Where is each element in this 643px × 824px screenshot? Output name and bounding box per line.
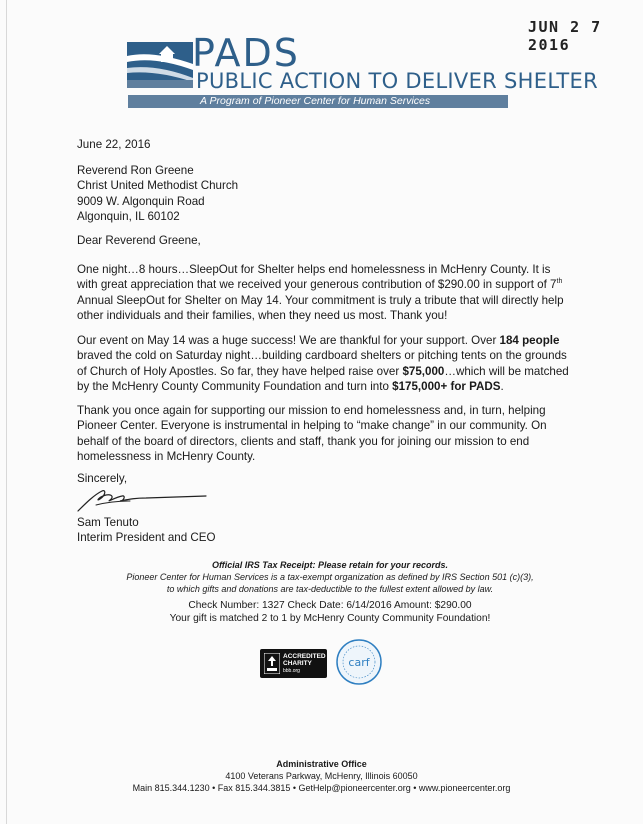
- signer-title: Interim President and CEO: [77, 531, 216, 545]
- signer-name: Sam Tenuto: [77, 516, 139, 529]
- received-date-stamp: JUN 2 7 2016: [528, 18, 602, 54]
- paragraph-2-text-b: braved the cold on Saturday night…building cardboard shelters or pitching tents on the grounds of Church of Holy Apostles. So far, they have helped raise over: [77, 349, 567, 378]
- recipient-name: Reverend Ron Greene: [77, 164, 194, 177]
- signer-block: [77, 515, 216, 546]
- program-banner: [128, 95, 508, 108]
- logo-wordmark: PADS: [192, 31, 300, 75]
- closing: Sincerely,: [77, 472, 128, 485]
- recipient-city: Algonquin, IL 60102: [77, 210, 180, 224]
- ordinal-suffix: th: [556, 278, 563, 286]
- recipient-organization: Christ United Methodist Church: [77, 179, 239, 193]
- receipt-title: Official IRS Tax Receipt: Please retain for your records.: [211, 560, 449, 570]
- receipt-deductible-note: to which gifts and donations are tax-deductible to the fullest extent allowed by law.: [166, 584, 494, 594]
- page-edge: [6, 0, 7, 824]
- org-name: PUBLIC ACTION TO DELIVER SHELTER: [196, 69, 599, 93]
- recipient-address: [77, 163, 238, 225]
- receipt-check-details: Check Number: 1327 Check Date: 6/14/2016 Amount: $290.00: [188, 600, 472, 611]
- recipient-street: 9009 W. Algonquin Road: [77, 194, 205, 208]
- paragraph-1-text-a: One night…8 hours…SleepOut for Shelter helps end homelessness in McHenry County. It is with great appreciation that we received your generous contribution of $290.00 in support of 7: [77, 263, 557, 292]
- bbb-line-1: ACCREDITED: [283, 653, 326, 660]
- paragraph-2-text-c: …which will be matched by the McHenry County Community Foundation and turn into: [77, 364, 569, 394]
- paragraph-3: Thank you once again for supporting our mission to end homelessness and, in turn, helping Pioneer Center. Everyone is instrumental in helping to “make change” in our community. On behalf of the board of directors, clients and staff, thank you for joining our mission to end homelessness in McHenry County.: [77, 404, 547, 464]
- paragraph-1-text-b: Annual SleepOut for Shelter on May 14. Your commitment is truly a tribute that will directly help other individuals and their families, when they need us most. Thank you!: [77, 293, 564, 323]
- footer-contact: Main 815.344.1230 • Fax 815.344.3815 • GetHelp@pioneercenter.org • www.pioneercenter.org: [132, 783, 511, 793]
- attendance-count: 184 people: [499, 334, 560, 347]
- bbb-torch-icon: [264, 653, 280, 674]
- amount-raised: $75,000: [402, 364, 445, 378]
- footer-address: 4100 Veterans Parkway, McHenry, Illinois 60050: [225, 771, 418, 781]
- salutation: Dear Reverend Greene,: [77, 234, 201, 247]
- handwritten-signature: [76, 485, 208, 515]
- program-line: A Program of Pioneer Center for Human Services: [200, 95, 431, 107]
- receipt-match-note: Your gift is matched 2 to 1 by McHenry County Community Foundation!: [169, 613, 491, 624]
- letter-date: June 22, 2016: [77, 138, 151, 151]
- paragraph-2-text-d: .: [500, 380, 504, 394]
- matched-total: $175,000+ for PADS: [392, 380, 501, 394]
- paragraph-2-text-a: Our event on May 14 was a huge success! We are thankful for your support. Over: [77, 334, 500, 347]
- carf-seal-text: carf: [348, 656, 370, 669]
- bbb-line-3: bbb.org: [283, 668, 300, 674]
- carf-accreditation-seal: [336, 639, 382, 685]
- paragraph-2: [77, 333, 569, 395]
- bbb-line-2: CHARITY: [283, 660, 312, 667]
- footer-title: Administrative Office: [276, 759, 367, 769]
- receipt-tax-status: Pioneer Center for Human Services is a tax-exempt organization as defined by IRS Section 501 (c)(3),: [126, 572, 534, 582]
- pads-logo-mark-icon: [127, 42, 193, 88]
- bbb-accredited-badge: [260, 649, 327, 678]
- paragraph-1: [77, 262, 569, 324]
